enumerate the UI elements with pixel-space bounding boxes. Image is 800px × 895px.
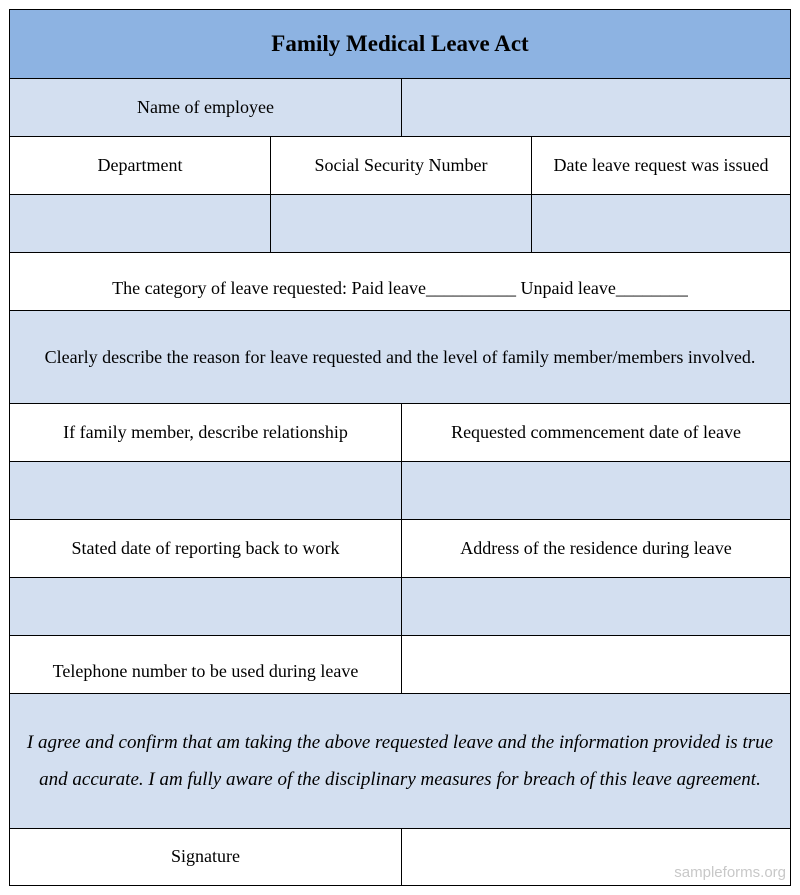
leave-form [9, 9, 791, 886]
relationship-header-row [10, 404, 790, 462]
agreement-text: I agree and confirm that am taking the above requested leave and the information provided is true and accurate. I am fully aware of the disciplinary measures for breach of this leave agreement. [10, 694, 790, 828]
relationship-field[interactable] [10, 462, 401, 519]
commencement-label: Requested commencement date of leave [401, 404, 790, 461]
employee-name-label: Name of employee [10, 79, 401, 136]
relationship-input-row [10, 462, 790, 520]
category-row [10, 253, 790, 311]
form-title: Family Medical Leave Act [10, 10, 790, 78]
department-input-row [10, 195, 790, 253]
department-label: Department [10, 137, 270, 194]
reason-text: Clearly describe the reason for leave requested and the level of family member/members involved. [10, 311, 790, 403]
leave-category-text[interactable]: The category of leave requested: Paid leave__________ Unpaid leave________ [10, 253, 790, 310]
return-date-field[interactable] [10, 578, 401, 635]
reason-row [10, 311, 790, 404]
department-header-row [10, 137, 790, 195]
return-header-row [10, 520, 790, 578]
employee-name-row [10, 79, 790, 137]
date-issued-label: Date leave request was issued [531, 137, 790, 194]
telephone-row [10, 636, 790, 694]
agreement-row [10, 694, 790, 829]
watermark: sampleforms.org [674, 864, 786, 881]
date-issued-field[interactable] [531, 195, 790, 252]
address-field[interactable] [401, 578, 790, 635]
ssn-label: Social Security Number [270, 137, 531, 194]
signature-label: Signature [10, 829, 401, 885]
relationship-label: If family member, describe relationship [10, 404, 401, 461]
telephone-field[interactable] [401, 636, 790, 693]
title-row [10, 10, 790, 79]
commencement-field[interactable] [401, 462, 790, 519]
department-field[interactable] [10, 195, 270, 252]
telephone-label: Telephone number to be used during leave [10, 636, 401, 693]
return-date-label: Stated date of reporting back to work [10, 520, 401, 577]
signature-row [10, 829, 790, 885]
return-input-row [10, 578, 790, 636]
employee-name-field[interactable] [401, 79, 790, 136]
ssn-field[interactable] [270, 195, 531, 252]
address-label: Address of the residence during leave [401, 520, 790, 577]
